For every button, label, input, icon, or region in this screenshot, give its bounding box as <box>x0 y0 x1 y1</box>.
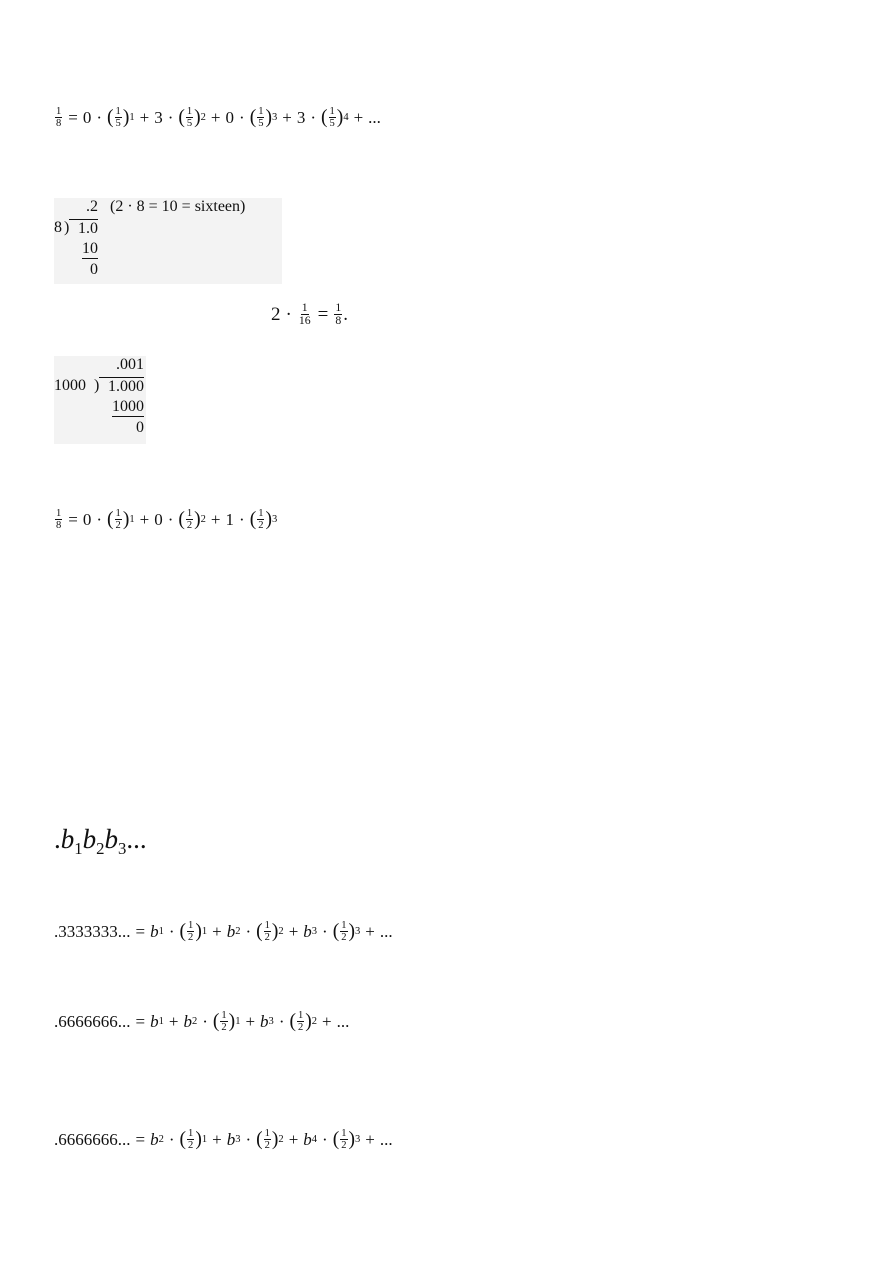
fraction: $\frac{1}{5}$ <box>186 106 193 130</box>
fraction: $\frac{1}{8}$ <box>56 106 62 130</box>
dividend: 1.0 <box>69 219 98 238</box>
fraction: $\frac{1}{2}$ <box>188 920 194 944</box>
fraction: $\frac{1}{8}$ <box>335 301 342 328</box>
remainder: 0 <box>90 261 98 278</box>
quotient: .001 <box>116 356 144 373</box>
fraction: $\frac{1}{2}$ <box>115 508 121 532</box>
equation-one-third-binary: .3333333... = b 1 · ( $\frac{1}{2}$ ) 1 + b 2 · ( $\frac{1}{2}$ ) 2 + b 3 · ( $\frac{1}{2}$ ) 3 + ... <box>54 920 393 944</box>
fraction: $\frac{1}{16}$ <box>298 301 311 328</box>
long-division-one-by-thousand: .001 1000 ) 1.000 1000 0 <box>54 356 146 444</box>
dividend: 1.000 <box>99 377 144 396</box>
equation-one-eighth-base-five: $\frac{1}{8}$ = 0 · ( $\frac{1}{5}$ ) 1 + 3 · ( $\frac{1}{5}$ ) 2 + 0 · ( $\frac{1}{5}$ ) 3 + 3 · ( $\frac{1}{5}$ ) 4 + ... <box>56 106 381 130</box>
equation-two-sixteenths: 2 · $\frac{1}{16}$ = $\frac{1}{8}$ . <box>271 301 348 328</box>
fraction: $\frac{1}{2}$ <box>341 920 347 944</box>
product: 1000 <box>112 398 144 417</box>
equation-two-thirds-binary: .6666666... = b 1 + b 2 · ( $\frac{1}{2}$ ) 1 + b 3 · ( $\frac{1}{2}$ ) 2 + ... <box>54 1010 350 1034</box>
binary-digit-notation: $.b_1b_2b_3$... <box>54 824 147 858</box>
fraction: $\frac{1}{2}$ <box>264 1128 270 1152</box>
fraction: $\frac{1}{5}$ <box>258 106 264 130</box>
fraction: $\frac{1}{2}$ <box>188 1128 194 1152</box>
division-note: (2 · 8 = 10 = sixteen) <box>110 198 246 215</box>
equation-two-thirds-shifted: .6666666... = b 2 · ( $\frac{1}{2}$ ) 1 + b 3 · ( $\frac{1}{2}$ ) 2 + b 4 · ( $\frac{1}{2}$ ) 3 + ... <box>54 1128 393 1152</box>
fraction: $\frac{1}{5}$ <box>329 106 335 130</box>
fraction: $\frac{1}{2}$ <box>221 1010 227 1034</box>
fraction: $\frac{1}{2}$ <box>258 508 264 532</box>
fraction: $\frac{1}{2}$ <box>298 1010 304 1034</box>
divisor: 1000 <box>54 377 86 394</box>
fraction: $\frac{1}{2}$ <box>186 508 193 532</box>
quotient: .2 <box>86 198 98 215</box>
equation-one-eighth-binary: $\frac{1}{8}$ = 0 · ( $\frac{1}{2}$ ) 1 + 0 · ( $\frac{1}{2}$ ) 2 + 1 · ( $\frac{1}{2}$ ) 3 <box>56 508 278 532</box>
remainder: 0 <box>136 419 144 436</box>
fraction: $\frac{1}{8}$ <box>56 508 62 532</box>
fraction: $\frac{1}{2}$ <box>341 1128 347 1152</box>
product: 10 <box>82 240 98 259</box>
long-division-one-by-eight: .2 8 ) 1.0 10 0 (2 · 8 = 10 = sixteen) <box>54 198 282 284</box>
divisor: 8 <box>54 219 62 236</box>
fraction: $\frac{1}{2}$ <box>264 920 270 944</box>
fraction: $\frac{1}{5}$ <box>115 106 121 130</box>
